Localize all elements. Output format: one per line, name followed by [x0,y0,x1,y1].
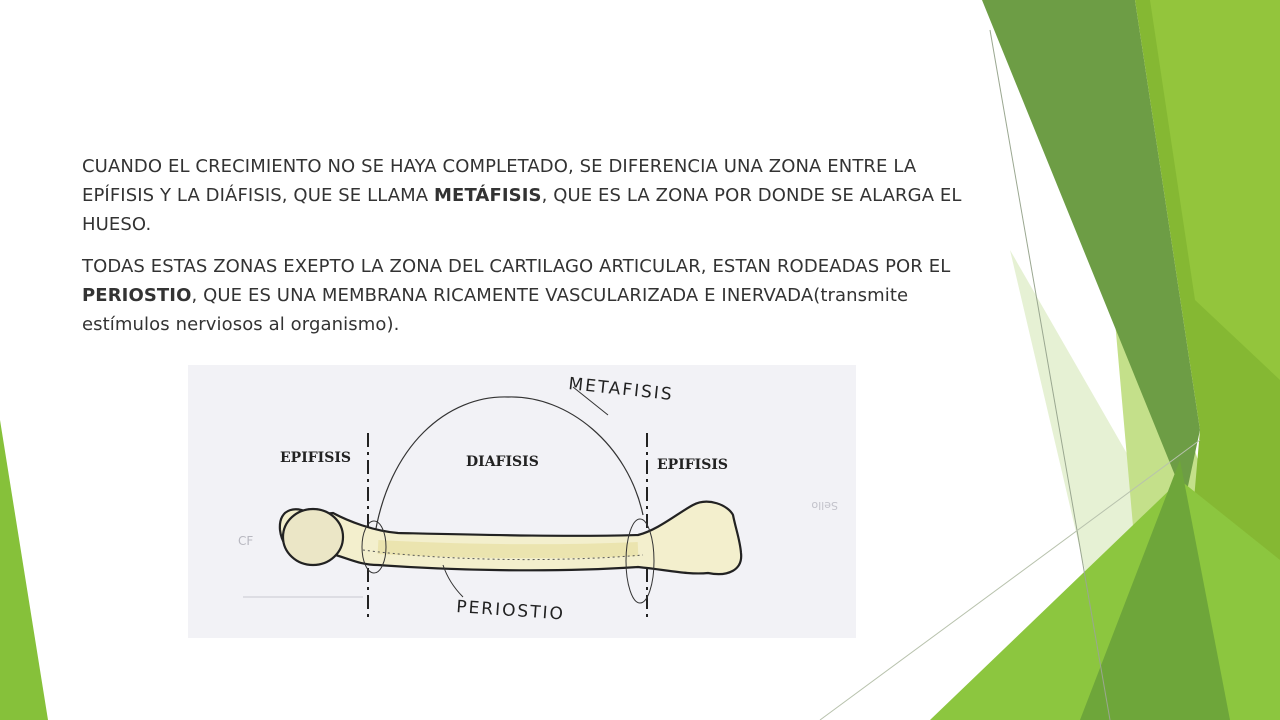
paragraph2-text-start: TODAS ESTAS ZONAS EXEPTO LA ZONA DEL CARTILAGO ARTICULAR, ESTAN RODEADAS POR EL [82,256,951,277]
term-periostio: PERIOSTIO [82,285,192,306]
label-epifisis-right: EPIFISIS [657,457,729,473]
paragraph2-text-end: , QUE ES UNA MEMBRANA RICAMENTE VASCULARIZADA E INERVADA(transmite estímulos nerviosos al organismo). [82,285,909,335]
paragraph-periostio [82,252,962,339]
faint-text-1: CF [238,534,254,548]
label-metafisis: METAFISIS [567,374,675,406]
label-diafisis: DIAFISIS [466,454,539,470]
bone-shape [280,502,741,574]
term-metafisis: METÁFISIS [434,185,542,206]
bone-head-left [283,509,343,565]
paragraph-metafisis [82,152,962,239]
faint-text-2: Sello [811,499,838,512]
label-epifisis-left: EPIFISIS [280,450,352,466]
bone-diagram [188,365,856,638]
paragraph1-text-end: , QUE ES LA ZONA POR DONDE SE ALARGA EL HUESO. [82,185,962,235]
label-periostio: PERIOSTIO [455,597,566,625]
bone-shaft-highlight [378,547,638,551]
left-green-shape [0,420,48,720]
paragraph1-text-start: CUANDO EL CRECIMIENTO NO SE HAYA COMPLETADO, SE DIFERENCIA UNA ZONA ENTRE LA EPÍFISIS Y LA DIÁFISIS, QUE SE LLAMA [82,156,917,206]
